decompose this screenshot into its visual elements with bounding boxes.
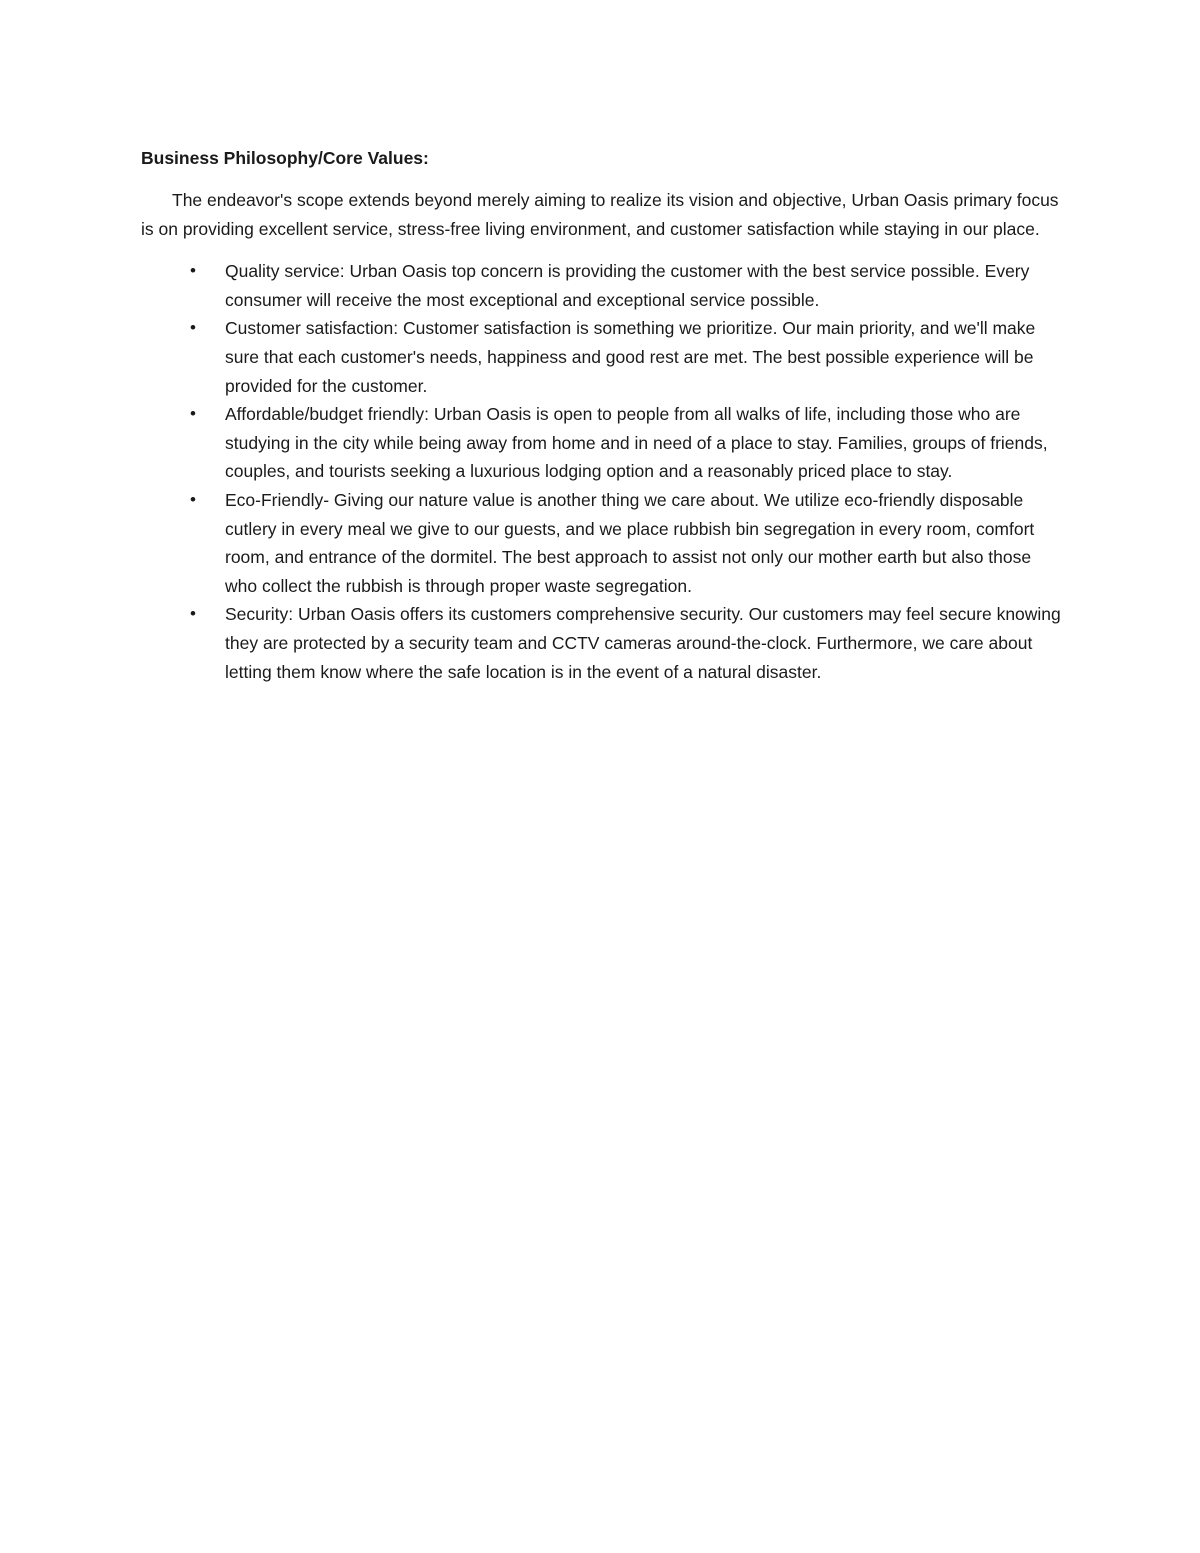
list-item-text: Affordable/budget friendly: Urban Oasis is open to people from all walks of life, including those who are studying in the city while being away from home and in need of a place to stay. Families, groups of friends, couples, and tourists seeking a luxurious lodging option and a reasonably priced place to stay.	[225, 404, 1048, 482]
list-item	[141, 257, 1061, 314]
list-item-text: Security: Urban Oasis offers its customers comprehensive security. Our customers may feel secure knowing they are protected by a security team and CCTV cameras around-the-clock. Furthermore, we care about letting them know where the safe location is in the event of a natural disaster.	[225, 604, 1061, 682]
bullet-icon: •	[190, 261, 196, 281]
bullet-icon: •	[190, 489, 196, 509]
list-item-text: Quality service: Urban Oasis top concern is providing the customer with the best service possible. Every consumer will receive the most exceptional and exceptional service possible.	[225, 261, 1030, 310]
list-item	[141, 314, 1061, 400]
list-item-text: Eco-Friendly- Giving our nature value is another thing we care about. We utilize eco-friendly disposable cutlery in every meal we give to our guests, and we place rubbish bin segregation in every room, comfort room, and entrance of the dormitel. The best approach to assist not only our mother earth but also those who collect the rubbish is through proper waste segregation.	[225, 489, 1035, 596]
list-item	[141, 600, 1061, 686]
bullet-icon: •	[190, 318, 196, 338]
document-body	[141, 144, 1061, 686]
list-item	[141, 400, 1061, 486]
core-values-list	[141, 257, 1061, 686]
bullet-icon: •	[190, 604, 196, 624]
intro-paragraph: The endeavor's scope extends beyond merely aiming to realize its vision and objective, Urban Oasis primary focus is on providing excellent service, stress-free living environment, and customer satisfaction while staying in our place.	[141, 190, 1059, 239]
list-item	[141, 486, 1061, 600]
section-heading: Business Philosophy/Core Values:	[141, 148, 429, 168]
bullet-icon: •	[190, 404, 196, 424]
list-item-text: Customer satisfaction: Customer satisfaction is something we prioritize. Our main priority, and we'll make sure that each customer's needs, happiness and good rest are met. The best possible experience will be provided for the customer.	[225, 318, 1036, 396]
